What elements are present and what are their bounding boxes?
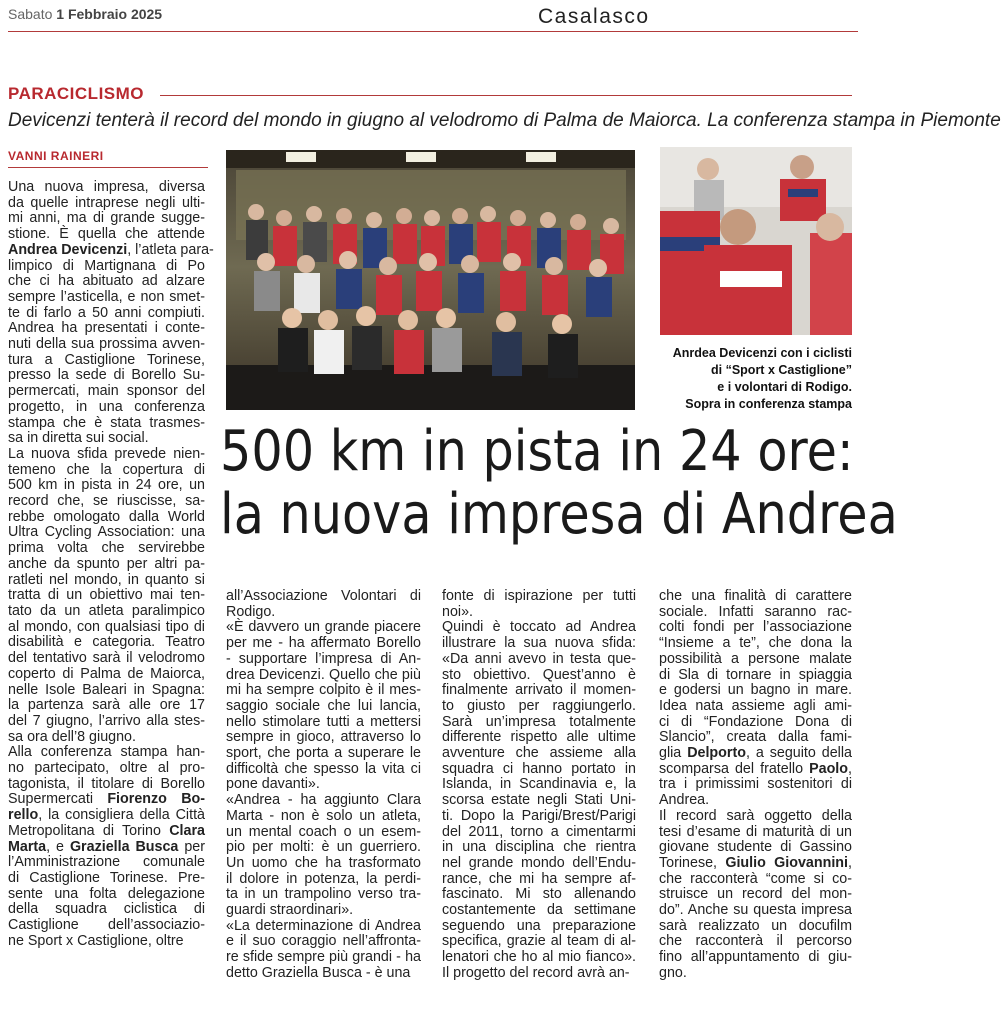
article-line: in una disciplina che rientra	[442, 839, 636, 856]
article-line: da quelle intraprese negli ulti-	[8, 194, 205, 211]
article-line: Una nuova impresa, diversa	[8, 179, 205, 195]
issue-day: Sabato	[8, 6, 53, 22]
article-line: «La determinazione di Andrea	[226, 917, 421, 934]
article-line: guardi straordinari».	[226, 902, 354, 919]
article-line: mi ha sempre colpito è il mes-	[226, 682, 421, 699]
article-line: tratta di un obiettivo mai ten-	[8, 587, 205, 604]
author-rule	[8, 167, 208, 168]
article-line: della squadra ciclistica di	[8, 901, 205, 918]
article-line: prima volta che servirebbe	[8, 540, 205, 557]
article-line: il dolore in potenza, la perdi-	[226, 870, 421, 887]
article-line: lenatori che ho al mio fianco».	[442, 949, 636, 966]
article-line: seguendo una preparazione	[442, 917, 636, 934]
article-line: giovane studente di Gassino	[659, 839, 852, 856]
article-line: to giusto per raggiungerlo.	[442, 697, 636, 714]
header-rule	[8, 31, 858, 32]
article-line: difficoltà che spesso la vita ci	[226, 760, 421, 777]
article-line: permercati, main sponsor del	[8, 383, 205, 400]
article-line: Idea nata assieme agli ami-	[659, 697, 852, 714]
bold-name: Giulio Giovannini	[725, 854, 849, 871]
article-line: fonte di ispirazione per tutti	[442, 588, 636, 604]
article-line: te di farlo a 50 anni compiuti.	[8, 304, 205, 321]
article-line: mi anni, ma di grande sugge-	[8, 210, 205, 227]
headline-line-2: la nuova impresa di Andrea	[220, 482, 898, 547]
article-line: do”. Anche su questa impresa	[659, 902, 852, 919]
article-line: un mental coach o un esem-	[226, 823, 421, 840]
article-line: sempre in gioco, attraverso lo	[226, 729, 421, 746]
article-line: ti. Dopo la Parigi/Brest/Parigi	[442, 807, 636, 824]
article-line: stampa che è stata trasmes-	[8, 414, 205, 431]
article-line: Marta - non è solo un atleta,	[226, 807, 421, 824]
article-column-3	[442, 589, 636, 982]
article-line: ci di “Fondazione Dona di	[659, 713, 852, 730]
article-line: specifica, grazie al team di al-	[442, 933, 636, 950]
article-line: pio per molti: è un guerriero.	[226, 839, 421, 856]
article-line: nelle Isole Baleari in Spagna:	[8, 681, 205, 698]
article-line: tagonista, il titolare di Borello	[8, 775, 205, 792]
article-line: e godersi un bagno in mare.	[659, 682, 852, 699]
article-line: disabilità e categoria. Teatro	[8, 634, 205, 651]
article-line: La nuova sfida prevede nien-	[8, 445, 205, 462]
article-line: Quindi è toccato ad Andrea	[442, 619, 636, 636]
article-line: tato da un atleta paralimpico	[8, 602, 205, 619]
article-line: sport, che porta a superare le	[226, 745, 421, 762]
article-line: Andrea.	[659, 792, 710, 809]
article-line: no partecipato, oltre al pro-	[8, 760, 205, 777]
article-line: re sfide sempre più grandi - ha	[226, 949, 421, 966]
issue-date	[8, 6, 162, 22]
article-line: - supportare l’impresa di An-	[226, 650, 421, 667]
article-line: l’Amministrazione comunale	[8, 854, 205, 871]
article-line: tura a Castiglione Torinese,	[8, 351, 205, 368]
article-line: avventure che assieme alla	[442, 745, 636, 762]
group-photo-image	[226, 150, 635, 410]
article-line: stione. È quella che attende	[8, 226, 205, 243]
article-line: sa in diretta sui social.	[8, 430, 149, 447]
article-line: sarà realizzato un docufilm	[659, 917, 852, 934]
article-line: costantemente da settimane	[442, 902, 636, 919]
article-line: «Da anni avevo in testa que-	[442, 650, 636, 667]
article-line: illustrare la sua nuova sfida:	[442, 635, 636, 652]
article-line: sente una folta delegazione	[8, 885, 205, 902]
article-subtitle: Devicenzi tenterà il record del mondo in giugno al velodromo di Palma de Maiorca. La conferenza stampa in Piemonte	[8, 110, 1001, 131]
article-line: sociale. Infatti saranno rac-	[659, 603, 852, 620]
article-column-1	[8, 179, 214, 949]
bold-name: Clara	[169, 822, 205, 839]
article-line: Supermercati Fiorenzo Bo-	[8, 791, 206, 808]
article-line: Ultra Cycling Association: una	[8, 524, 205, 541]
article-line: glia Delporto, a seguito della	[659, 745, 852, 762]
article-line: nello stimolare tutti a mettersi	[226, 713, 421, 730]
article-line: Marta, e Graziella Busca per	[8, 838, 205, 855]
article-line: Slancio”, creata dalla fami-	[659, 729, 852, 746]
article-line: differente rispetto alle ultime	[442, 729, 636, 746]
article-line: del 2011, torno a cimentarmi	[442, 823, 636, 840]
article-line: saggio sociale che lui lancia,	[226, 697, 421, 714]
headline-line-1: 500 km in pista in 24 ore:	[220, 419, 854, 484]
article-line: «È davvero un grande piacere	[226, 619, 421, 636]
rubric-label: PARACICLISMO	[8, 84, 145, 103]
article-line: scomparsa del fratello Paolo,	[659, 760, 852, 777]
article-line: nel grande mondo dell’Endu-	[442, 854, 636, 871]
article-line: «Andrea - ha aggiunto Clara	[226, 792, 421, 809]
article-line: finalmente arrivato il momen-	[442, 682, 636, 699]
bold-name: Paolo	[809, 760, 849, 777]
article-line: rello, la consigliera della Città	[8, 807, 205, 824]
caption-line: di “Sport x Castiglione”	[711, 363, 852, 377]
article-line: ratleti nel mondo, in quanto si	[8, 571, 205, 588]
article-line: Alla conferenza stampa han-	[8, 744, 205, 761]
side-photo-image	[660, 147, 852, 335]
article-line: che una finalità di carattere	[659, 588, 852, 604]
article-line: Andrea ha presentati i conte-	[8, 320, 205, 337]
article-line: Andrea Devicenzi, l’atleta para-	[8, 241, 214, 258]
article-line: “Insieme a te”, che dona la	[659, 635, 852, 652]
article-line: che racconterà “come si co-	[659, 870, 852, 887]
article-line: possibilità a persone malate	[659, 650, 852, 667]
article-line: Torinese, Giulio Giovannini,	[659, 854, 852, 871]
article-line: rance, che mi ha sempre af-	[442, 870, 636, 887]
article-line: rebbe omologato dalla World	[8, 508, 205, 525]
rubric-rule	[160, 95, 852, 96]
article-line: sa ora dell’8 giugno.	[8, 728, 136, 745]
article-line: sempre l’asticella, e non smet-	[8, 288, 205, 305]
article-line: coperto di Palma de Maiorca,	[8, 665, 205, 682]
article-line: all’Associazione Volontari di	[226, 588, 421, 604]
article-line: Un uomo che ha trasformato	[226, 854, 421, 871]
article-line: per me - ha affermato Borello	[226, 635, 421, 652]
article-line: che racconterà il percorso	[659, 933, 852, 950]
article-line: di Castiglione Torinese. Pre-	[8, 869, 205, 886]
article-line: squadra ci hanno portato in	[442, 760, 636, 777]
article-line: Sarà un’impresa totalmente	[442, 713, 636, 730]
caption-line: Sopra in conferenza stampa	[685, 397, 852, 411]
article-line: anche da spunto per altri pa-	[8, 555, 205, 572]
article-line: limpico di Martignana di Po	[8, 257, 205, 274]
article-line: noi».	[442, 603, 474, 620]
article-line: presso la sede di Borello Su-	[8, 367, 205, 384]
issue-date-value: 1 Febbraio 2025	[56, 6, 163, 22]
article-line: fascinato. Mi sto allenando	[442, 886, 636, 903]
author-byline: VANNI RAINERI	[8, 149, 104, 163]
bold-name: Delporto	[687, 745, 746, 762]
article-line: Castiglione dell’associazio-	[8, 917, 205, 934]
article-line: che ci ha abituato ad alzare	[8, 273, 205, 290]
article-line: detto Graziella Busca - è una	[226, 964, 411, 981]
article-line: la partenza sarà alle ore 17	[8, 697, 205, 714]
article-line: di Sla di tornare in spiaggia	[659, 666, 852, 683]
article-line: record che, se riuscisse, sa-	[8, 493, 205, 510]
article-line: del tentativo sarà il velodromo	[8, 650, 205, 667]
group-photo	[226, 150, 635, 410]
article-line: Rodigo.	[226, 603, 276, 620]
bold-name: Graziella Busca	[69, 838, 179, 855]
article-line: temeno che la copertura di	[8, 461, 205, 478]
article-line: Il progetto del record avrà an-	[442, 964, 630, 981]
bold-name: Fiorenzo Bo-	[107, 791, 206, 808]
article-line: ta in un trampolino verso tra-	[226, 886, 421, 903]
article-line: struisce un record del mon-	[659, 886, 852, 903]
article-line: nuti della sua prossima avven-	[8, 336, 205, 353]
article-line: pone davanti».	[226, 776, 320, 793]
section-name: Casalasco	[538, 5, 650, 28]
article-line: Metropolitana di Torino Clara	[8, 822, 205, 839]
article-line: drea Devicenzi. Quello che più	[226, 666, 421, 683]
article-line: Islanda, in Scandinavia e, la	[442, 776, 636, 793]
photo-caption	[640, 345, 852, 413]
article-line: sto obiettivo. Quest’anno è	[442, 666, 636, 683]
article-line: del 7 giugno, l’arrivo alla stes-	[8, 712, 205, 729]
caption-line: Anrdea Devicenzi con i ciclisti	[672, 346, 852, 360]
bold-name: rello	[8, 807, 39, 824]
article-line: fino all’appuntamento di giu-	[659, 949, 852, 966]
article-line: scorsa estate negli Stati Uni-	[442, 792, 636, 809]
article-column-2	[226, 589, 421, 982]
article-line: progetto, in una conferenza	[8, 398, 205, 415]
article-line: al mondo, con qualsiasi tipo di	[8, 618, 205, 635]
bold-name: Andrea Devicenzi	[8, 241, 128, 258]
article-line: e il suo coraggio nell’affronta-	[226, 933, 421, 950]
article-line: tesi d’esame di maturità di un	[659, 823, 852, 840]
side-photo	[660, 147, 852, 335]
article-line: ne Sport x Castiglione, oltre	[8, 932, 184, 949]
article-line: Il record sarà oggetto della	[659, 807, 852, 824]
article-headline	[220, 419, 898, 547]
caption-line: e i volontari di Rodigo.	[717, 380, 852, 394]
bold-name: Marta	[8, 838, 47, 855]
article-line: colti fondi per l’associazione	[659, 619, 852, 636]
article-column-4	[659, 589, 852, 982]
article-line: 500 km in pista in 24 ore, un	[8, 477, 205, 494]
article-line: gno.	[659, 964, 687, 981]
article-line: tra i primissimi sostenitori di	[659, 776, 852, 793]
